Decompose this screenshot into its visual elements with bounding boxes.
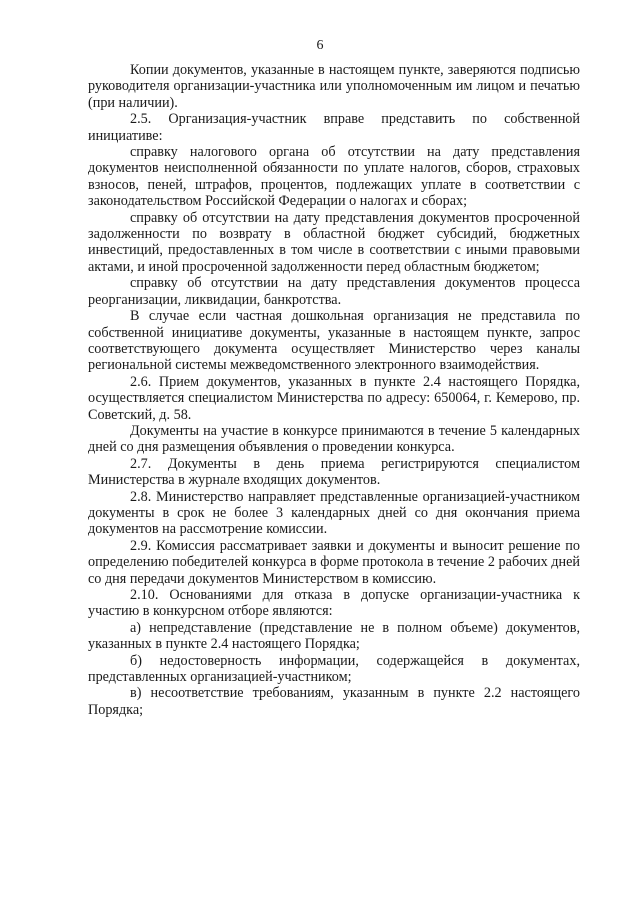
paragraph-2-10: 2.10. Основаниями для отказа в допуске организации-участника к участию в конкурсном отборе являются: bbox=[88, 587, 580, 620]
paragraph-2-10-b: б) недостоверность информации, содержащейся в документах, представленных организацией-участником; bbox=[88, 652, 580, 686]
paragraph-ministry-request: В случае если частная дошкольная организация не представила по собственной инициативе документы, указанные в настоящем пункте, запрос соответствующего документа осуществляет Министерство через каналы региональной системы межведомственного электронного взаимодействия. bbox=[88, 308, 580, 374]
paragraph-debt-certificate: справку об отсутствии на дату представления документов просроченной задолженности по возврату в областной бюджет субсидий, бюджетных инвестиций, предоставленных в том числе в соответствии с иными правовыми актами, и иной просроченной задолженности перед областным бюджетом; bbox=[88, 209, 580, 275]
paragraph-2-6: 2.6. Прием документов, указанных в пункте 2.4 настоящего Порядка, осуществляется специалистом Министерства по адресу: 650064, г. Кемерово, пр. Советский, д. 58. bbox=[88, 373, 580, 423]
paragraph-copies-certification: Копии документов, указанные в настоящем пункте, заверяются подписью руководителя организации-участника или уполномоченным им лицом и печатью (при наличии). bbox=[88, 62, 580, 111]
paragraph-2-10-v: в) несоответствие требованиям, указанным в пункте 2.2 настоящего Порядка; bbox=[88, 685, 580, 718]
page-number: 6 bbox=[316, 38, 324, 53]
paragraph-2-7: 2.7. Документы в день приема регистрируются специалистом Министерства в журнале входящих документов. bbox=[88, 455, 580, 489]
paragraph-2-10-a: а) непредставление (представление не в полном объеме) документов, указанных в пункте 2.4 настоящего Порядка; bbox=[88, 619, 580, 653]
paragraph-acceptance-period: Документы на участие в конкурсе принимаются в течение 5 календарных дней со дня размещения объявления о проведении конкурса. bbox=[88, 422, 580, 456]
paragraph-tax-certificate: справку налогового органа об отсутствии на дату представления документов неисполненной обязанности по уплате налогов, сборов, страховых взносов, пеней, штрафов, процентов, подлежащих уплате в соответствии с законодательством Российской Федерации о налогах и сборах; bbox=[88, 144, 580, 210]
document-body bbox=[88, 62, 580, 718]
paragraph-2-9: 2.9. Комиссия рассматривает заявки и документы и выносит решение по определению победителей конкурса в форме протокола в течение 2 рабочих дней со дня передачи документов Министерством в комиссию. bbox=[88, 537, 580, 587]
paragraph-2-8: 2.8. Министерство направляет представленные организацией-участником документы в срок не более 3 календарных дней со дня окончания приема документов на рассмотрение комиссии. bbox=[88, 488, 580, 538]
paragraph-reorganization-certificate: справку об отсутствии на дату представления документов процесса реорганизации, ликвидации, банкротства. bbox=[88, 275, 580, 308]
paragraph-2-5: 2.5. Организация-участник вправе представить по собственной инициативе: bbox=[88, 111, 580, 144]
